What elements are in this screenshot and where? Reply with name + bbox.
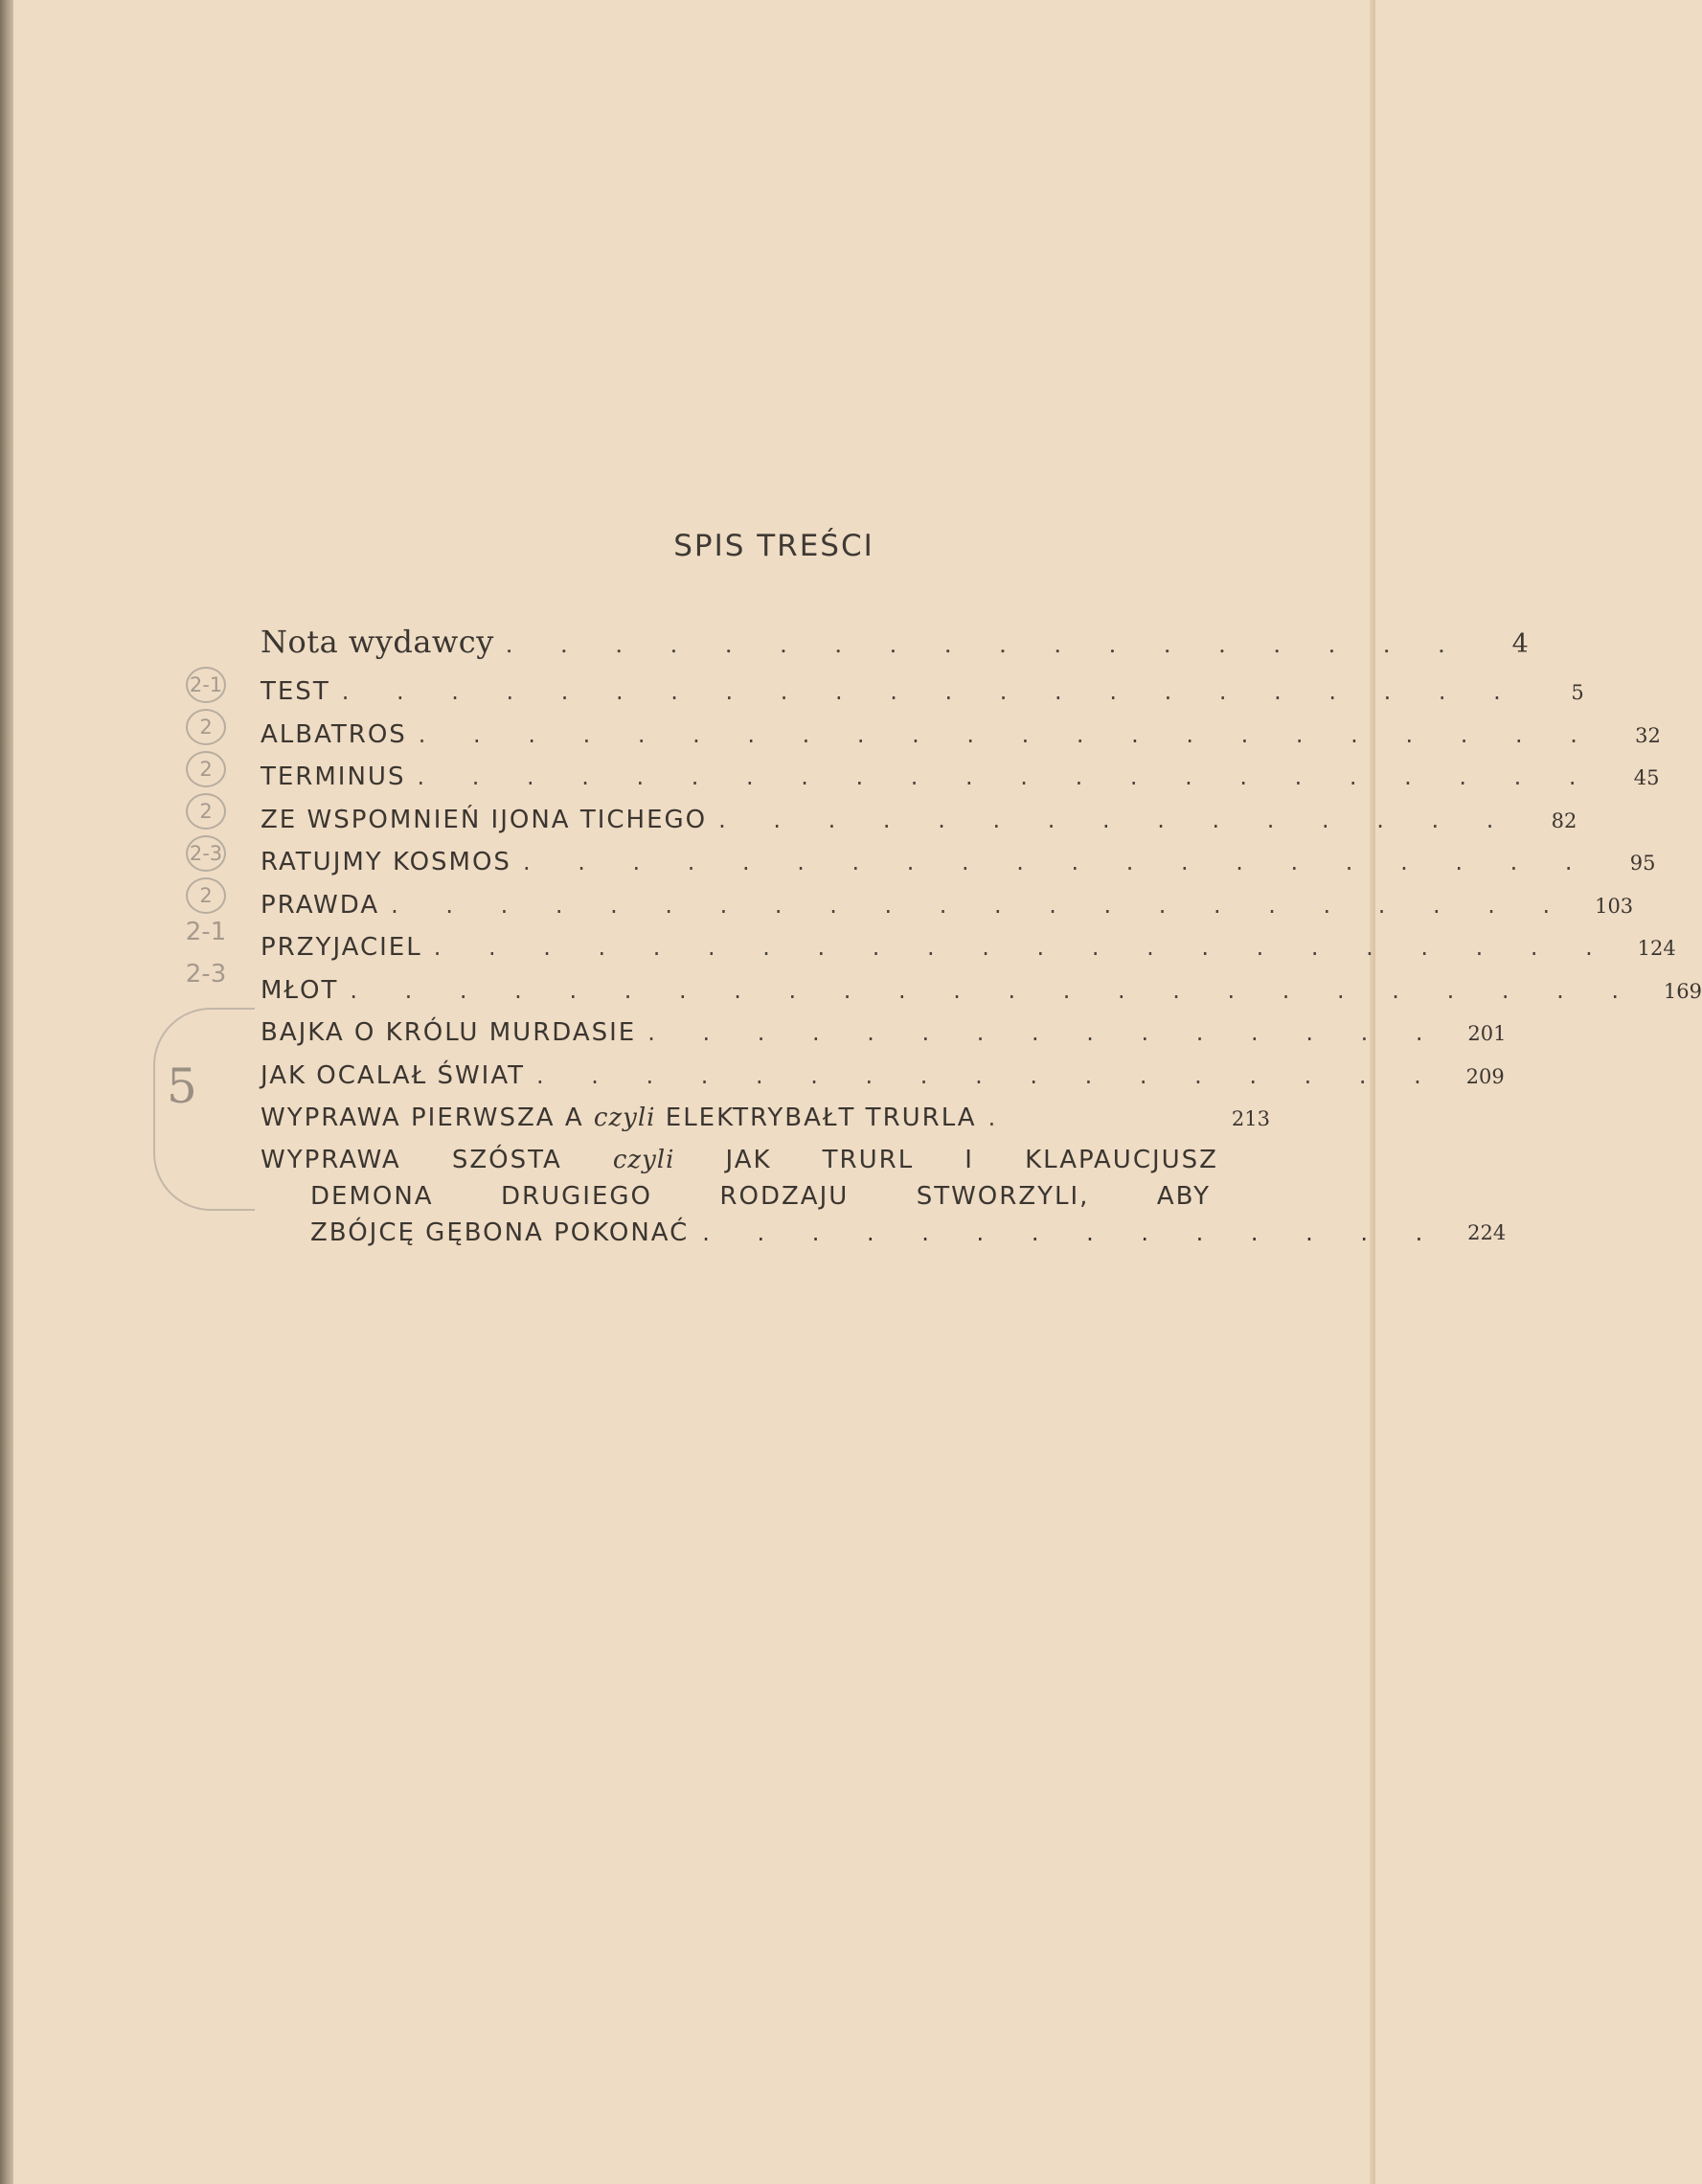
toc-entry-title: ZE WSPOMNIEŃ IJONA TICHEGO: [261, 805, 708, 834]
toc-leader-dots: . . . . . . . . . . . . . . . . . . . .: [522, 849, 1593, 876]
toc-word: JAK: [725, 1145, 772, 1174]
toc-entry-title: TEST: [261, 677, 330, 706]
toc-leader-dots: .: [987, 1104, 1016, 1131]
toc-word: ABY: [1156, 1181, 1211, 1211]
margin-note: 2-3: [185, 960, 227, 989]
toc-leader-dots: . . . . . . . . . . . . . . . . . . . . . .: [418, 720, 1598, 748]
toc-page-number: 32: [1635, 723, 1661, 747]
toc-page-number: 82: [1551, 808, 1577, 832]
toc-entry: [261, 799, 1577, 842]
toc-page-number: 201: [1467, 1022, 1507, 1045]
toc-page-number: 103: [1595, 894, 1634, 918]
toc-word: DRUGIEGO: [501, 1181, 652, 1211]
toc-word: DEMONA: [310, 1181, 434, 1211]
toc-entry-title: PRAWDA: [261, 890, 380, 920]
toc-entry: [261, 884, 1634, 927]
toc-heading: SPIS TREŚCI: [673, 529, 874, 563]
toc-entry: [261, 841, 1656, 884]
toc-entry: [261, 1097, 1270, 1140]
toc-entry: [261, 613, 1529, 671]
toc-leader-dots: . . . . . . . . . . . . . . . . . .: [505, 631, 1465, 658]
toc-entry-title: BAJKA O KRÓLU MURDASIE: [261, 1018, 637, 1047]
toc-leader-dots: . . . . . . . . . . . . . . . . . . . . . .: [391, 891, 1571, 919]
toc-leader-dots: . . . . . . . . . . . . . . .: [647, 1019, 1443, 1046]
toc-leader-dots: . . . . . . . . . . . . . . .: [718, 806, 1514, 833]
toc-entry-title: RATUJMY KOSMOS: [261, 848, 511, 876]
toc-entry-title: Nota wydawcy: [261, 624, 494, 660]
toc-entry-title: TERMINUS: [261, 762, 406, 791]
toc-page-number: 4: [1511, 629, 1529, 659]
toc-entry-line: [310, 1178, 1211, 1215]
toc-word: RODZAJU: [719, 1181, 850, 1211]
toc-entry-multiline: [261, 1142, 1507, 1251]
toc-word: KLAPAUCJUSZ: [1025, 1145, 1218, 1174]
toc-word: STWORZYLI,: [916, 1181, 1090, 1211]
margin-note: 2: [163, 793, 249, 830]
toc-entry-title: MŁOT: [261, 975, 339, 1005]
toc-page-number: 124: [1637, 937, 1676, 960]
margin-note: 2: [163, 877, 249, 914]
toc-entry: [261, 1055, 1505, 1098]
toc-page-number: 213: [1231, 1107, 1270, 1130]
margin-note: 2: [163, 751, 249, 787]
toc-leader-dots: . . . . . . . . . . . . . .: [702, 1218, 1443, 1246]
toc-page-number: 224: [1467, 1220, 1507, 1244]
toc-word: SZÓSTA: [451, 1145, 562, 1174]
toc-entry: [261, 969, 1702, 1012]
toc-word: I: [964, 1145, 974, 1174]
handwritten-margin-notes: [144, 651, 268, 1226]
toc-entry: [261, 926, 1676, 969]
toc-page-number: 95: [1629, 852, 1656, 875]
toc-leader-dots: . . . . . . . . . . . . . . . . . . . . . .: [433, 934, 1613, 961]
margin-note: 2-3: [163, 835, 249, 872]
margin-note: 2: [163, 709, 249, 745]
toc-page-number: 5: [1571, 681, 1584, 704]
margin-note: 2-1: [163, 667, 249, 703]
toc-entry-title: ALBATROS: [261, 719, 407, 749]
toc-page-number: 209: [1465, 1064, 1505, 1088]
toc-entry-title-italic: czyli: [593, 1103, 656, 1132]
toc-word-italic: czyli: [612, 1145, 675, 1174]
toc-page-number: 169: [1663, 979, 1702, 1003]
toc-word: WYPRAWA: [261, 1145, 401, 1174]
toc-page-number: 45: [1633, 766, 1660, 789]
toc-leader-dots: . . . . . . . . . . . . . . . . . . . . . .: [341, 678, 1521, 705]
margin-note: 2-1: [185, 918, 227, 946]
toc-entry-line: [310, 1215, 1507, 1251]
toc-entry-title: JAK OCALAŁ ŚWIAT: [261, 1060, 525, 1090]
toc-entry: [261, 1012, 1507, 1055]
table-of-contents: [261, 613, 1702, 1251]
toc-leader-dots: . . . . . . . . . . . . . . . . . . . . . . . .: [350, 976, 1639, 1004]
toc-entry-title: [261, 1097, 977, 1140]
toc-entry-line: [261, 1142, 1218, 1178]
toc-entry: [261, 671, 1584, 714]
toc-leader-dots: . . . . . . . . . . . . . . . . .: [536, 1061, 1441, 1089]
toc-entry-title: ZBÓJCĘ GĘBONA POKONAĆ: [310, 1217, 690, 1247]
toc-entry: [261, 756, 1660, 799]
toc-entry-title-part: ELEKTRYBAŁT TRURLA: [655, 1103, 977, 1132]
toc-entry-title-part: WYPRAWA PIERWSZA A: [261, 1103, 594, 1132]
toc-entry: [261, 714, 1661, 757]
toc-word: TRURL: [822, 1145, 915, 1174]
toc-entry-title: PRZYJACIEL: [261, 933, 422, 962]
margin-note-big: 5: [167, 1058, 197, 1114]
toc-leader-dots: . . . . . . . . . . . . . . . . . . . . . .: [417, 763, 1597, 790]
